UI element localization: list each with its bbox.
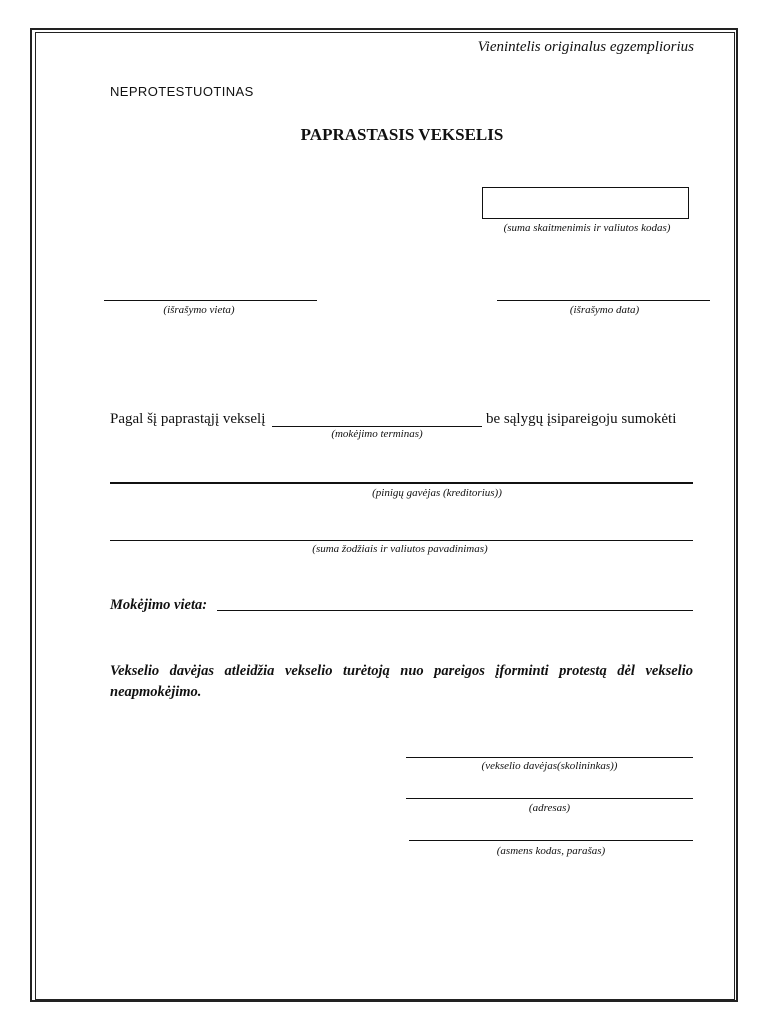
payment-place-line[interactable] (217, 610, 693, 611)
drawer-caption: (vekselio davėjas(skolininkas)) (481, 760, 618, 772)
obligation-suffix: be sąlygų įsipareigoju sumokėti (486, 411, 677, 427)
address-caption: (adresas) (528, 802, 571, 814)
payment-place-label: Mokėjimo vieta: (110, 597, 208, 613)
amount-words-line[interactable] (110, 540, 693, 541)
id-signature-line[interactable] (409, 840, 693, 841)
creditor-caption: (pinigų gavėjas (kreditorius)) (372, 487, 502, 499)
issue-place-caption: (išrašymo vieta) (163, 304, 235, 316)
protest-waiver-text: Vekselio davėjas atleidžia vekselio turėtoją nuo pareigos įforminti protestą dėl vekselio neapmokėjimo. (110, 663, 693, 700)
amount-digits-box[interactable] (482, 187, 689, 219)
original-copy-note: Vienintelis originalus egzempliorius (477, 39, 694, 55)
issue-place-line[interactable] (104, 300, 317, 301)
payment-term-caption: (mokėjimo terminas) (331, 428, 423, 440)
address-line[interactable] (406, 798, 693, 799)
amount-words-caption: (suma žodžiais ir valiutos pavadinimas) (312, 543, 488, 555)
issue-date-caption: (išrašymo data) (569, 304, 640, 316)
id-signature-caption: (asmens kodas, parašas) (496, 845, 606, 857)
document-title: PAPRASTASIS VEKSELIS (300, 125, 504, 144)
amount-digits-caption: (suma skaitmenimis ir valiutos kodas) (503, 222, 671, 234)
obligation-prefix: Pagal šį paprastąjį vekselį (110, 411, 266, 427)
creditor-line[interactable] (110, 482, 693, 484)
drawer-line[interactable] (406, 757, 693, 758)
issue-date-line[interactable] (497, 300, 710, 301)
payment-term-line[interactable] (272, 426, 482, 427)
nonprotest-tag: NEPROTESTUOTINAS (110, 84, 254, 99)
